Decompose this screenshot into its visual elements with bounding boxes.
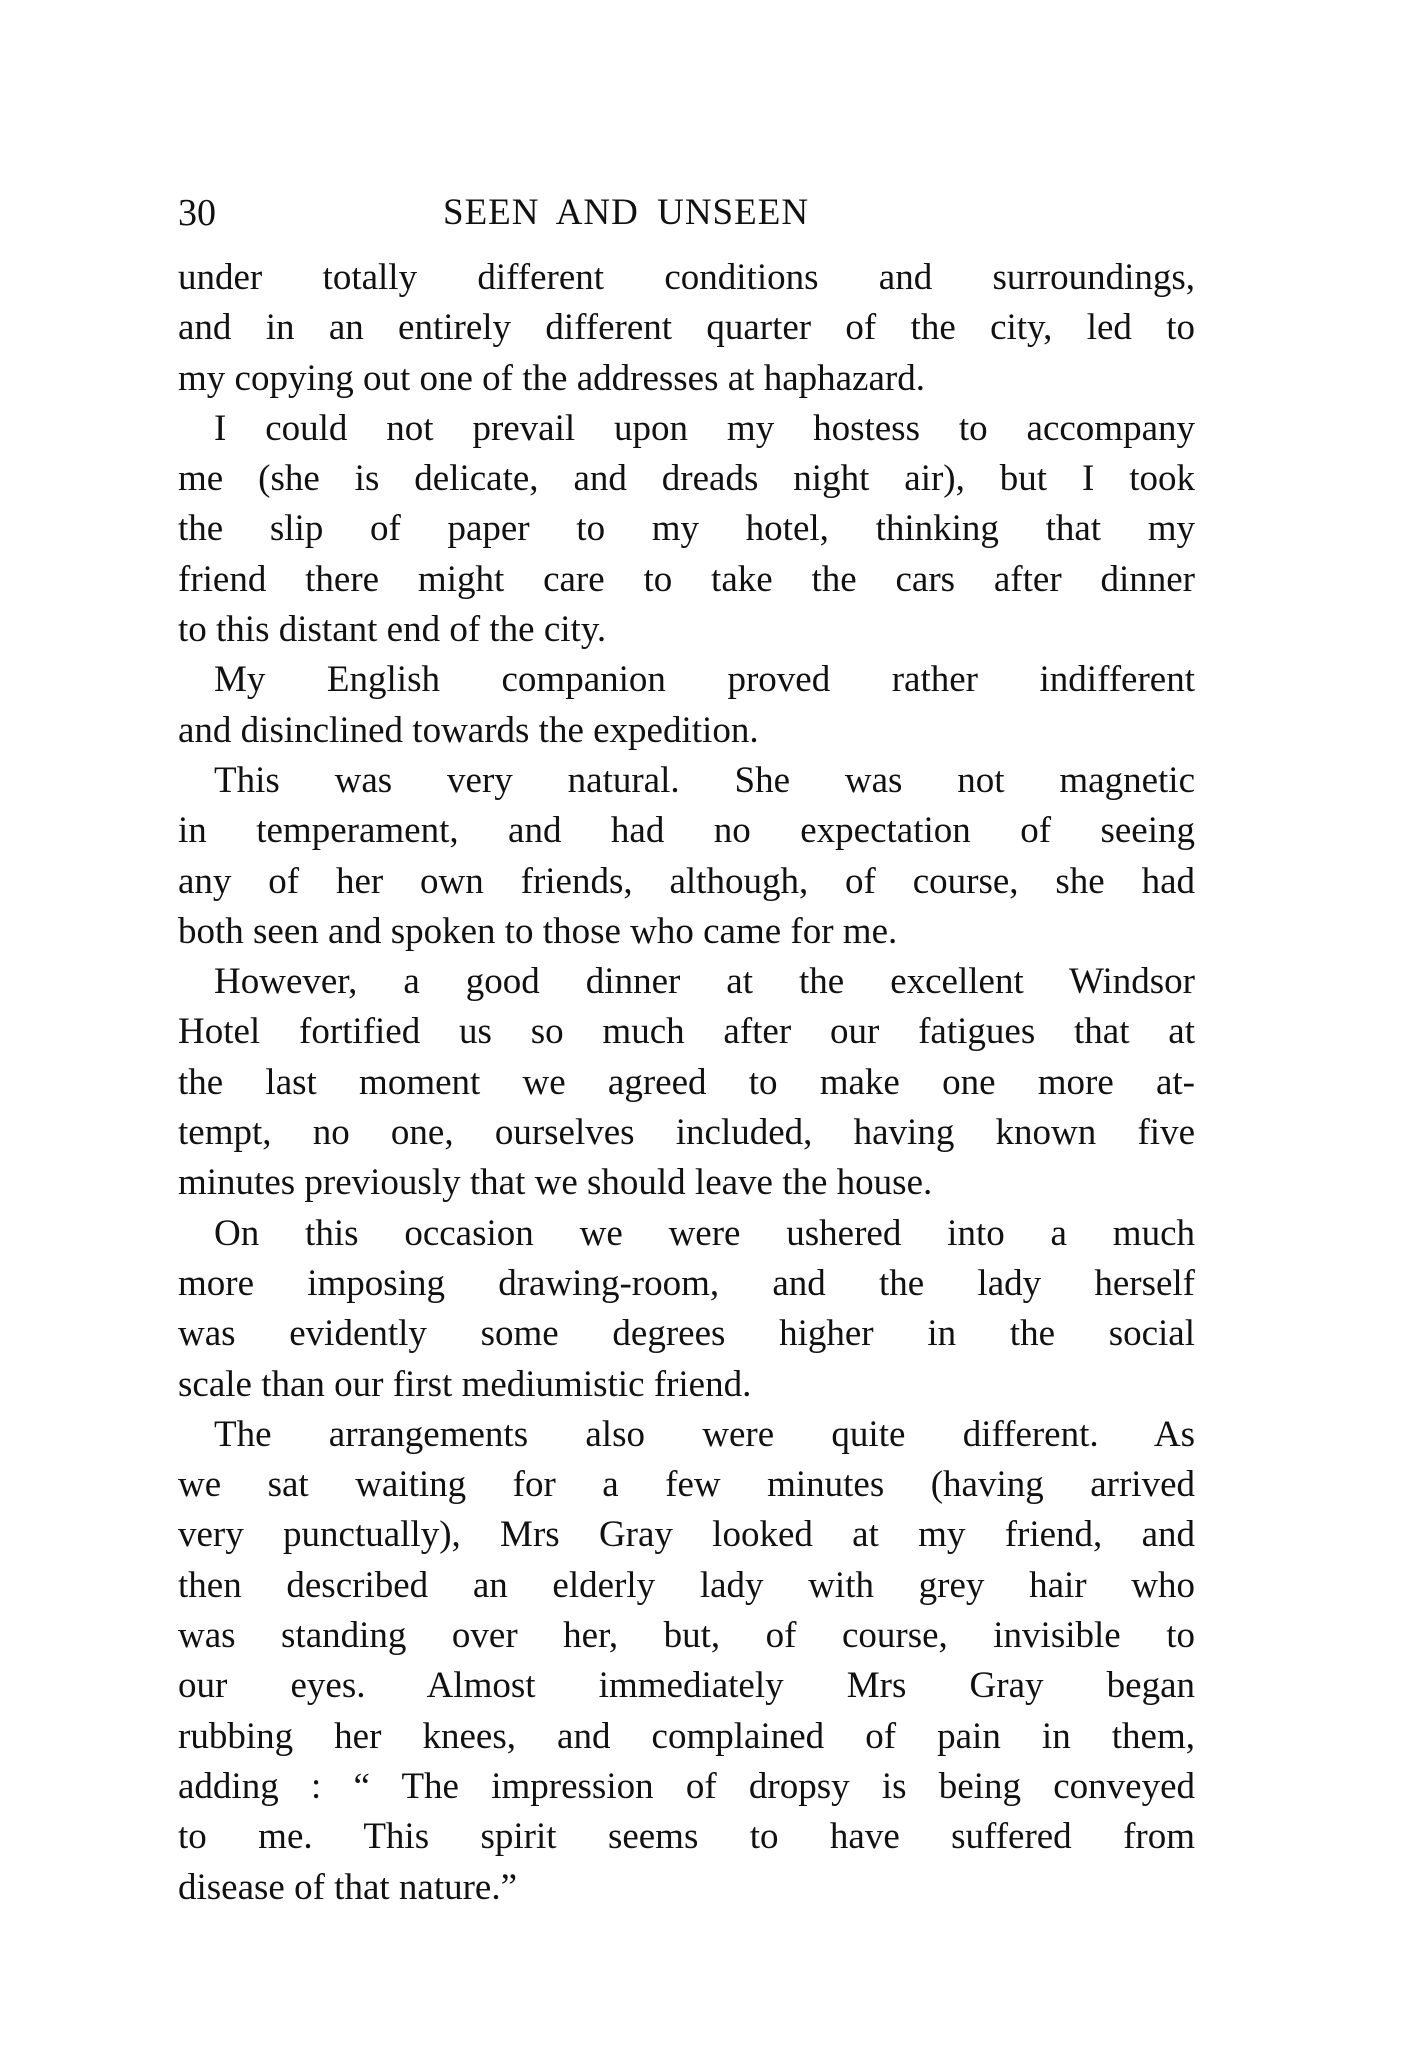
text-line: more imposing drawing-room, and the lady herself bbox=[178, 1262, 1195, 1304]
text-line: and disinclined towards the expedition. bbox=[178, 709, 759, 751]
paragraph bbox=[178, 655, 1195, 756]
text-line: However, a good dinner at the excellent Windsor bbox=[214, 961, 1195, 1003]
paragraph bbox=[178, 957, 1195, 1208]
text-line: rubbing her knees, and complained of pain in them, bbox=[178, 1715, 1195, 1757]
text-line: Hotel fortified us so much after our fatigues that at bbox=[178, 1011, 1195, 1053]
text-line: I could not prevail upon my hostess to accompany bbox=[214, 407, 1195, 449]
text-line: disease of that nature.” bbox=[178, 1866, 518, 1908]
text-line: was evidently some degrees higher in the social bbox=[178, 1313, 1195, 1355]
text-line: to me. This spirit seems to have suffered from bbox=[178, 1816, 1195, 1858]
text-line: friend there might care to take the cars after dinner bbox=[178, 558, 1195, 600]
paragraph bbox=[178, 404, 1195, 655]
text-line: On this occasion we were ushered into a much bbox=[214, 1212, 1195, 1254]
text-line: my copying out one of the addresses at haphazard. bbox=[178, 357, 925, 399]
text-line: The arrangements also were quite different. As bbox=[214, 1413, 1195, 1455]
text-line: then described an elderly lady with grey hair who bbox=[178, 1564, 1195, 1606]
body-text bbox=[178, 253, 1195, 1913]
text-line: and in an entirely different quarter of the city, led to bbox=[178, 307, 1195, 349]
text-line: our eyes. Almost immediately Mrs Gray began bbox=[178, 1665, 1195, 1707]
page-header bbox=[178, 188, 1195, 238]
text-line: tempt, no one, ourselves included, having known five bbox=[178, 1112, 1195, 1154]
text-line: My English companion proved rather indifferent bbox=[214, 659, 1195, 701]
paragraph bbox=[178, 253, 1195, 404]
text-line: minutes previously that we should leave the house. bbox=[178, 1162, 933, 1204]
paragraph bbox=[178, 1410, 1195, 1913]
text-line: scale than our first mediumistic friend. bbox=[178, 1363, 752, 1405]
running-title: SEEN AND UNSEEN bbox=[443, 192, 810, 233]
page-number: 30 bbox=[178, 192, 216, 234]
text-line: the last moment we agreed to make one more at- bbox=[178, 1061, 1195, 1103]
text-line: the slip of paper to my hotel, thinking that my bbox=[178, 508, 1195, 550]
paragraph bbox=[178, 1209, 1195, 1410]
text-line: adding : “ The impression of dropsy is being conveyed bbox=[178, 1765, 1195, 1807]
text-line: very punctually), Mrs Gray looked at my friend, and bbox=[178, 1514, 1195, 1556]
text-line: both seen and spoken to those who came for me. bbox=[178, 910, 898, 952]
text-line: under totally different conditions and surroundings, bbox=[178, 257, 1195, 298]
text-line: in temperament, and had no expectation of seeing bbox=[178, 810, 1195, 852]
paragraph bbox=[178, 756, 1195, 957]
text-line: any of her own friends, although, of course, she had bbox=[178, 860, 1195, 902]
text-line: This was very natural. She was not magnetic bbox=[214, 759, 1195, 801]
text-line: me (she is delicate, and dreads night air), but I took bbox=[178, 458, 1195, 500]
text-line: we sat waiting for a few minutes (having arrived bbox=[178, 1464, 1195, 1506]
text-line: was standing over her, but, of course, invisible to bbox=[178, 1615, 1195, 1657]
text-line: to this distant end of the city. bbox=[178, 609, 607, 651]
